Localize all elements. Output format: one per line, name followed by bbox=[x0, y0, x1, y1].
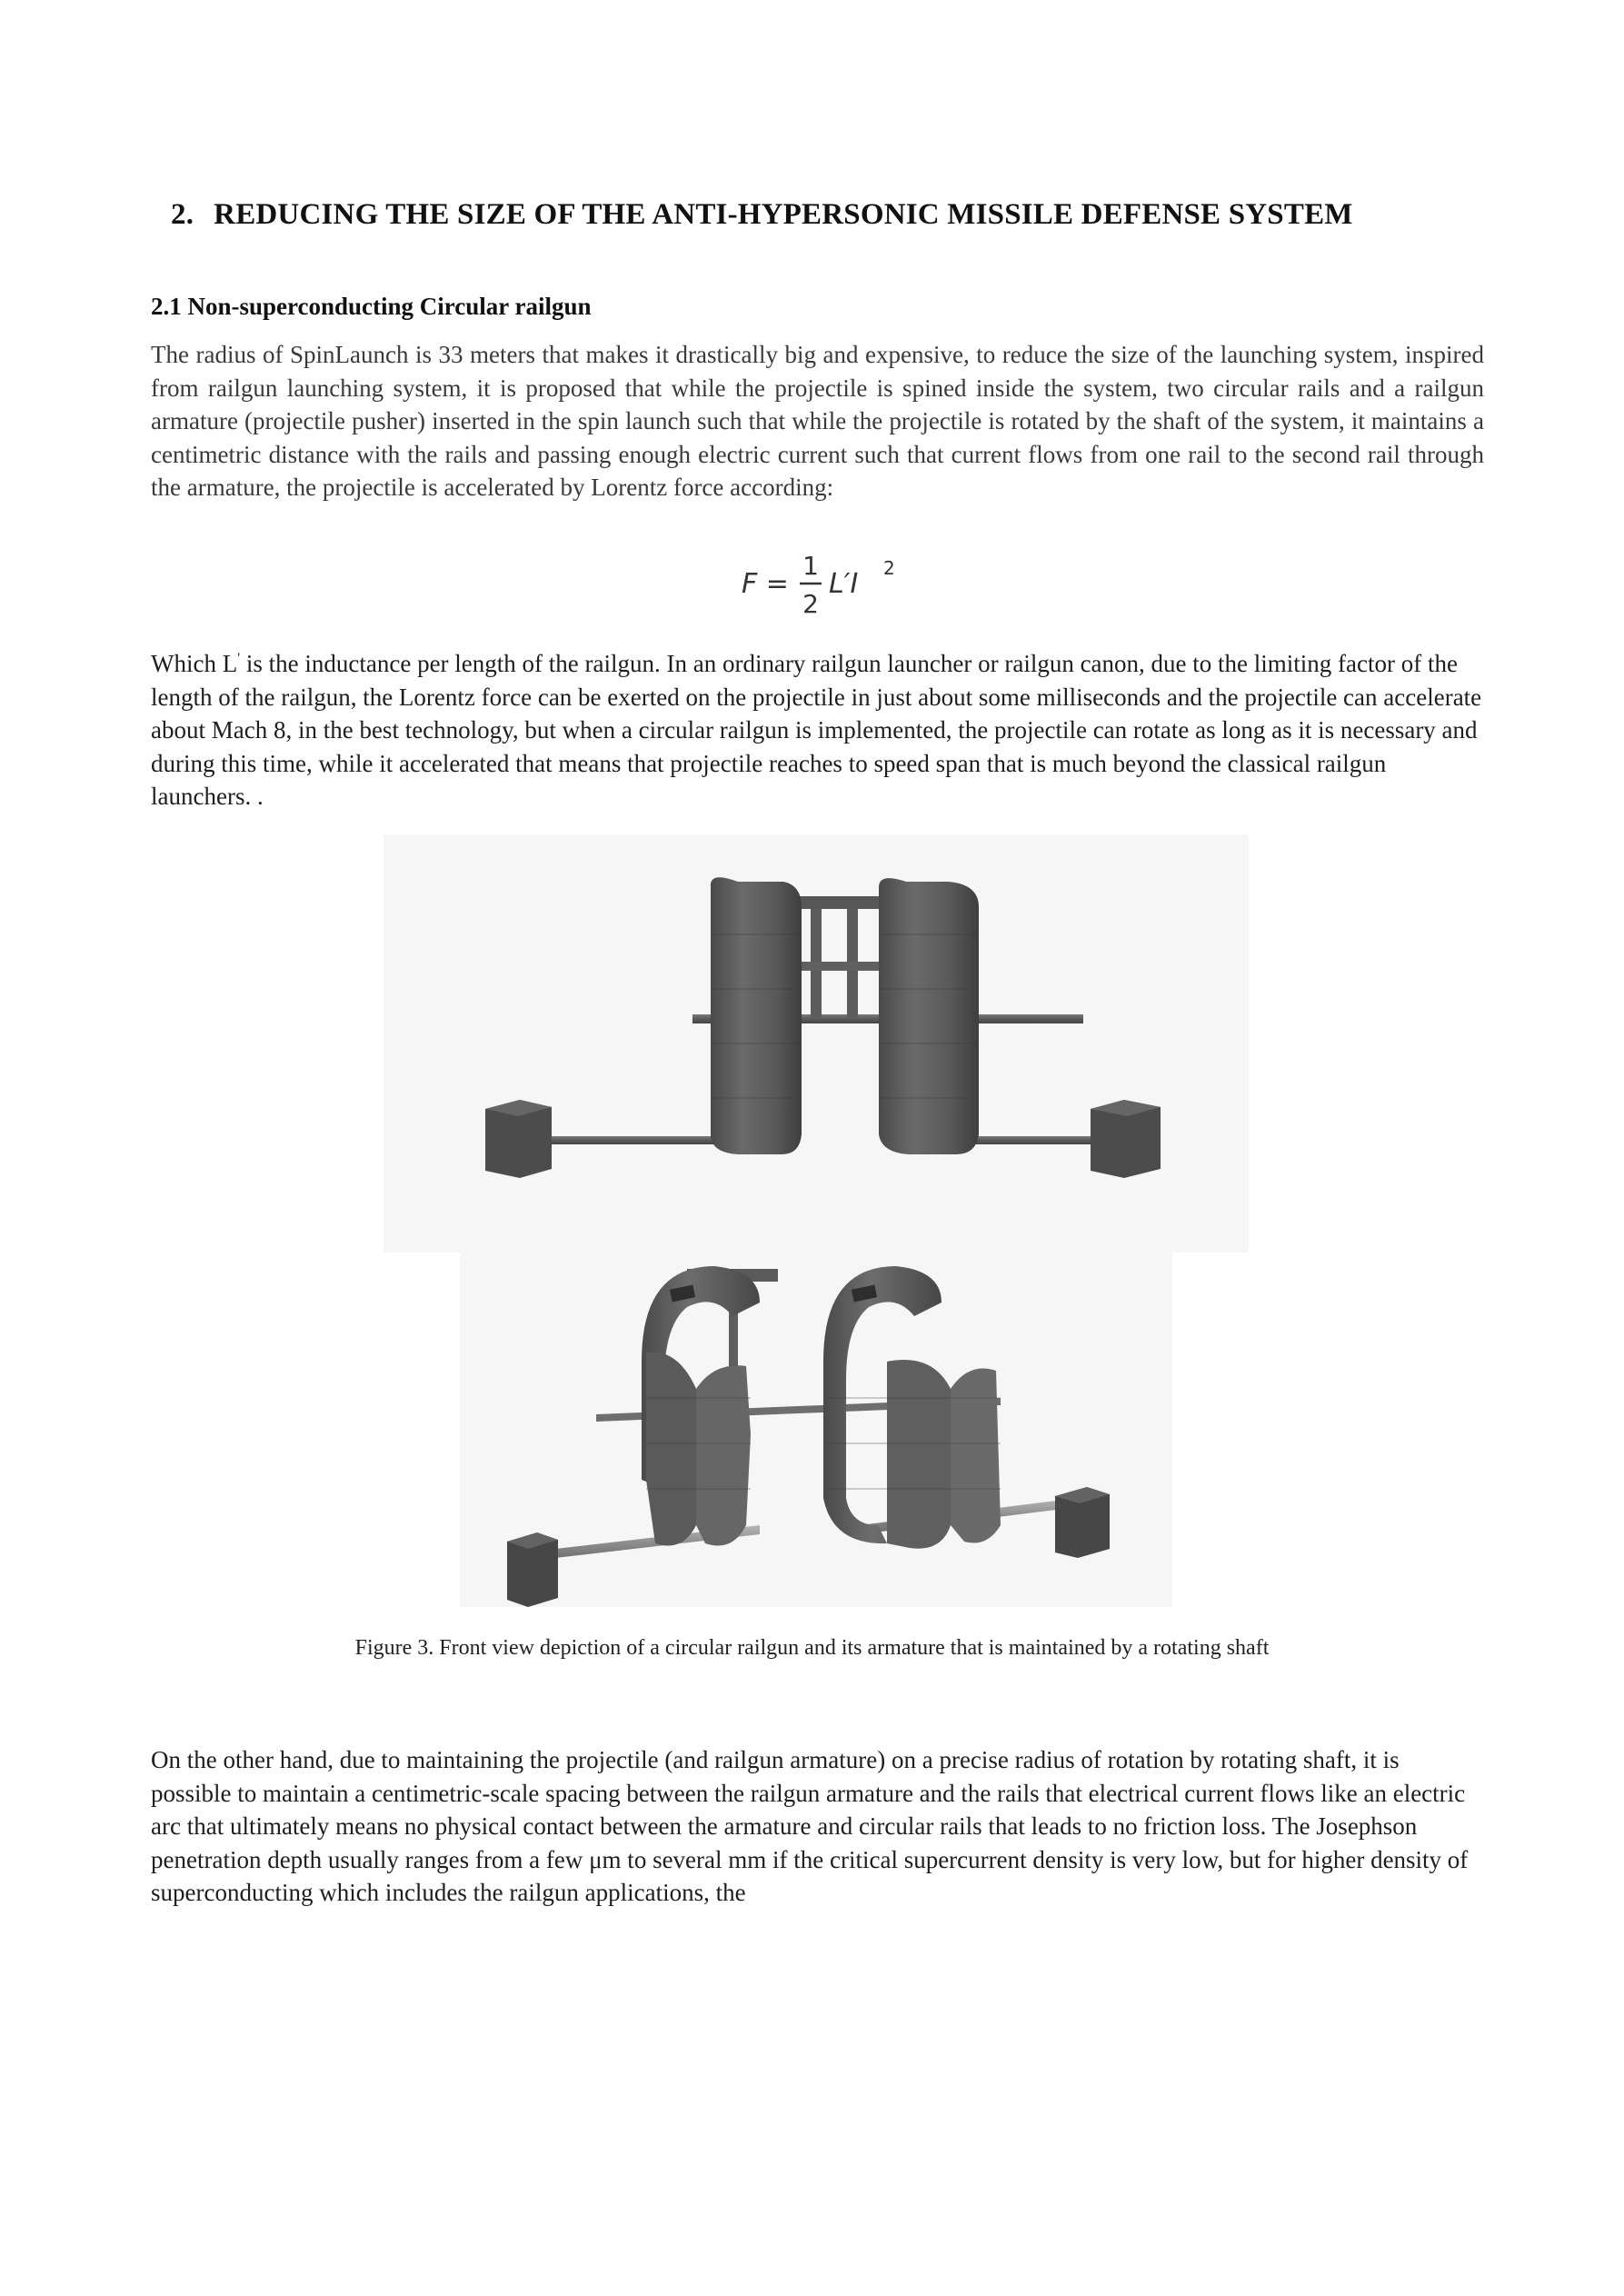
section-heading bbox=[171, 198, 1353, 232]
equation-numerator: 1 bbox=[802, 551, 819, 581]
paragraph-1: The radius of SpinLaunch is 33 meters that makes it drastically big and expensive, to reduce the size of the launching system, inspired from railgun launching system, it is proposed that while the projectile is spined inside the system, two circular rails and a railgun armature (projectile pusher) inserted in the spin launch such that while the projectile is rotated by the shaft of the system, it maintains a centimetric distance with the rails and passing enough electric current such that current flows from one rail to the second rail through the armature, the projectile is accelerated by Lorentz force according: bbox=[151, 341, 1484, 501]
subsection-heading: 2.1 Non-superconducting Circular railgun bbox=[151, 293, 592, 320]
figure-caption: Figure 3. Front view depiction of a circular railgun and its armature that is maintained by a rotating shaft bbox=[354, 1636, 1270, 1660]
section-title: REDUCING THE SIZE OF THE ANTI-HYPERSONIC MISSILE DEFENSE SYSTEM bbox=[214, 198, 1353, 231]
equation-denominator: 2 bbox=[802, 589, 819, 619]
paragraph-3: On the other hand, due to maintaining the projectile (and railgun armature) on a precise radius of rotation by rotating shaft, it is possible to maintain a centimetric-scale spacing between the railgun armature and the rails that electrical current flows like an electric arc that ultimately means no physical contact between the armature and circular rails that leads to no friction loss. The Josephson penetration depth usually ranges from a few μm to several mm if the critical supercurrent density is very low, but for higher density of superconducting which includes the railgun applications, the bbox=[151, 1746, 1469, 1906]
figure-perspective-view-image bbox=[460, 1253, 1172, 1607]
equation-exponent: 2 bbox=[883, 557, 895, 579]
equation-lhs: F = bbox=[742, 568, 789, 600]
equation-rhs: L′I bbox=[829, 568, 859, 600]
paragraph-2-start: Which L bbox=[151, 650, 238, 677]
section-number: 2. bbox=[171, 198, 194, 231]
paragraph-2-rest: is the inductance per length of the railgun. In an ordinary railgun launcher or railgun canon, due to the limiting factor of the length of the railgun, the Lorentz force can be exerted on the projectile in just about some milliseconds and the projectile can accelerate about Mach 8, in the best technology, but when a circular railgun is implemented, the projectile can rotate as long as it is necessary and during this time, while it accelerated that means that projectile reaches to speed span that is much beyond the classical railgun launchers. . bbox=[151, 650, 1482, 810]
left-circular-rail bbox=[711, 877, 802, 1154]
paragraph-2 bbox=[151, 642, 1484, 814]
figure-front-view-image bbox=[384, 834, 1249, 1253]
right-circular-rail bbox=[879, 878, 979, 1154]
paragraph-2-superscript: ' bbox=[237, 650, 241, 666]
equation-lorentz-force bbox=[742, 547, 923, 620]
